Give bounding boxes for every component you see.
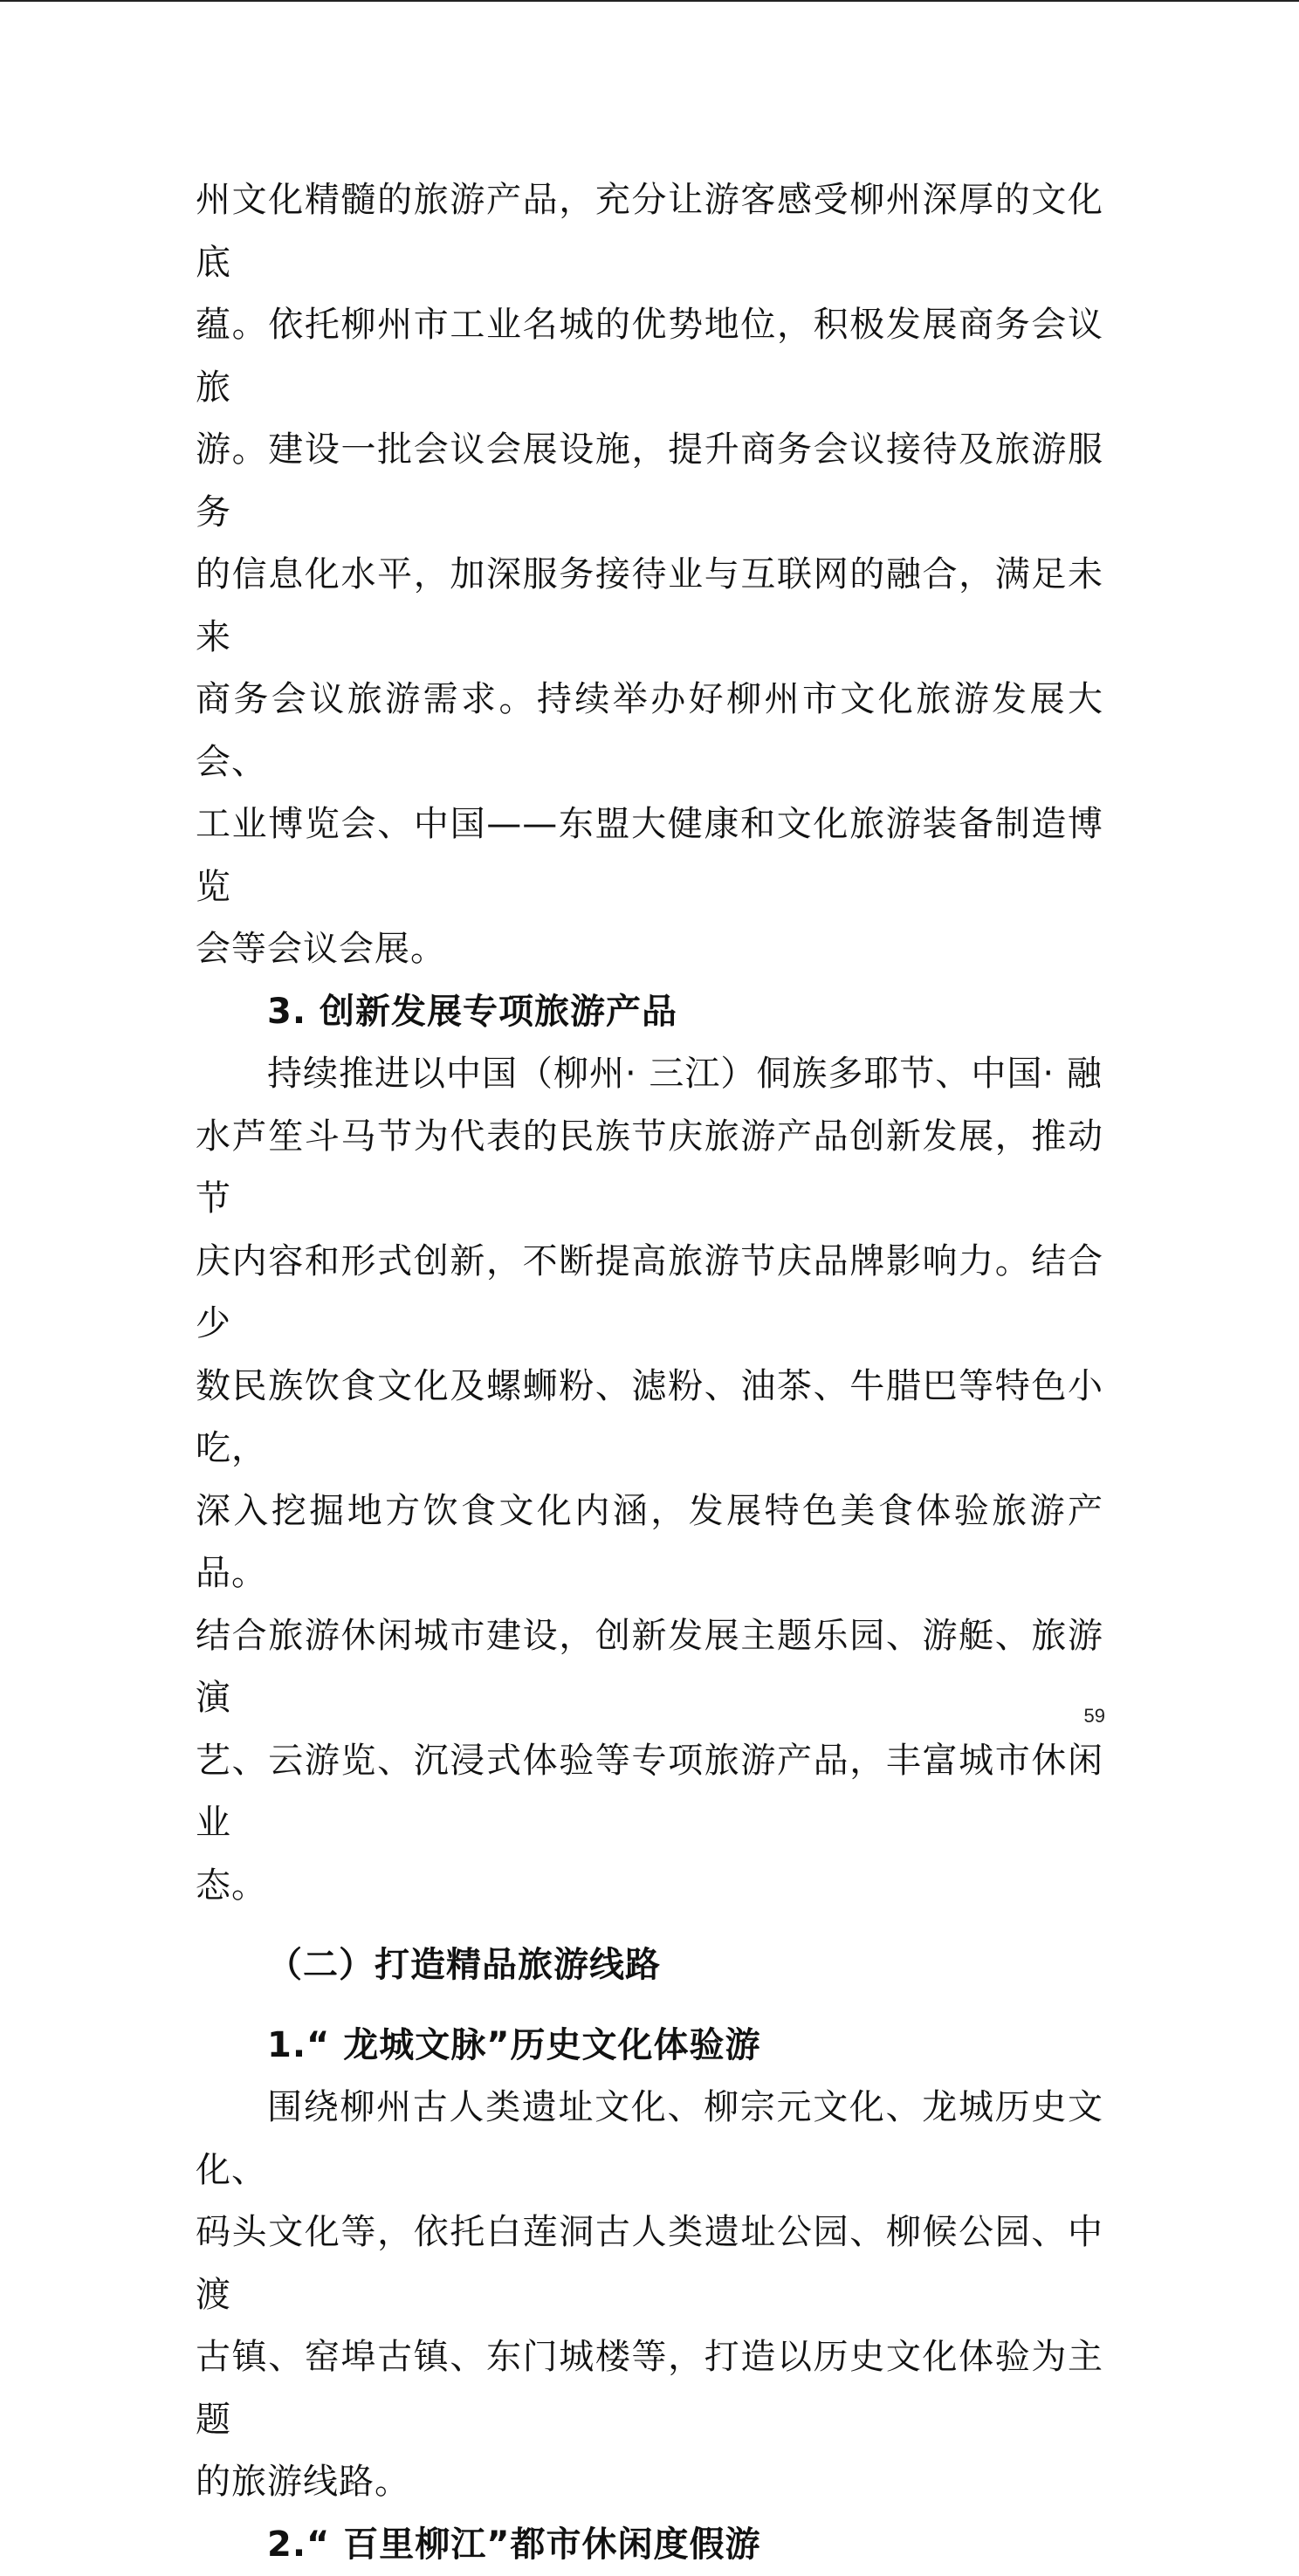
paragraph-business-tourism: 州文化精髓的旅游产品，充分让游客感受柳州深厚的文化底 蕴。依托柳州市工业名城的优势地位，积极发展商务会议旅 游。建设一批会议会展设施，提升商务会议接待及旅游服务 的信息化水平，加深服务接待业与互联网的融合，满足未来 商务会议旅游需求。持续举办好柳州市文化旅游发展大会、 工业博览会、中国——东盟大健康和文化旅游装备制造博览 会等会议会展。 — [196, 169, 1103, 981]
paragraph-history-route: 围绕柳州古人类遗址文化、柳宗元文化、龙城历史文化、 码头文化等，依托白莲洞古人类遗址公园、柳候公园、中渡 古镇、窑埠古镇、东门城楼等，打造以历史文化体验为主题 的旅游线路。 — [196, 2077, 1103, 2514]
heading-special-tourism-products: 3. 创新发展专项旅游产品 — [196, 981, 1103, 1044]
page-body — [196, 169, 1103, 2576]
heading-route-liujiang-leisure: 2.“ 百里柳江”都市休闲度假游 — [196, 2514, 1103, 2576]
paragraph-festival-tourism: 持续推进以中国（柳州· 三江）侗族多耶节、中国· 融 水芦笙斗马节为代表的民族节庆旅游产品创新发展，推动节 庆内容和形式创新，不断提高旅游节庆品牌影响力。结合少 数民族饮食文化及螺蛳粉、滤粉、油茶、牛腊巴等特色小吃， 深入挖掘地方饮食文化内涵，发展特色美食体验旅游产品。 结合旅游休闲城市建设，创新发展主题乐园、游艇、旅游演 艺、云游览、沉浸式体验等专项旅游产品，丰富城市休闲业 态。 — [196, 1043, 1103, 1917]
top-border-line — [0, 0, 1299, 2]
page-number: 59 — [1084, 1705, 1105, 1728]
section-heading-boutique-routes: （二）打造精品旅游线路 — [196, 1934, 1103, 1997]
heading-route-history-culture: 1.“ 龙城文脉”历史文化体验游 — [196, 2015, 1103, 2078]
